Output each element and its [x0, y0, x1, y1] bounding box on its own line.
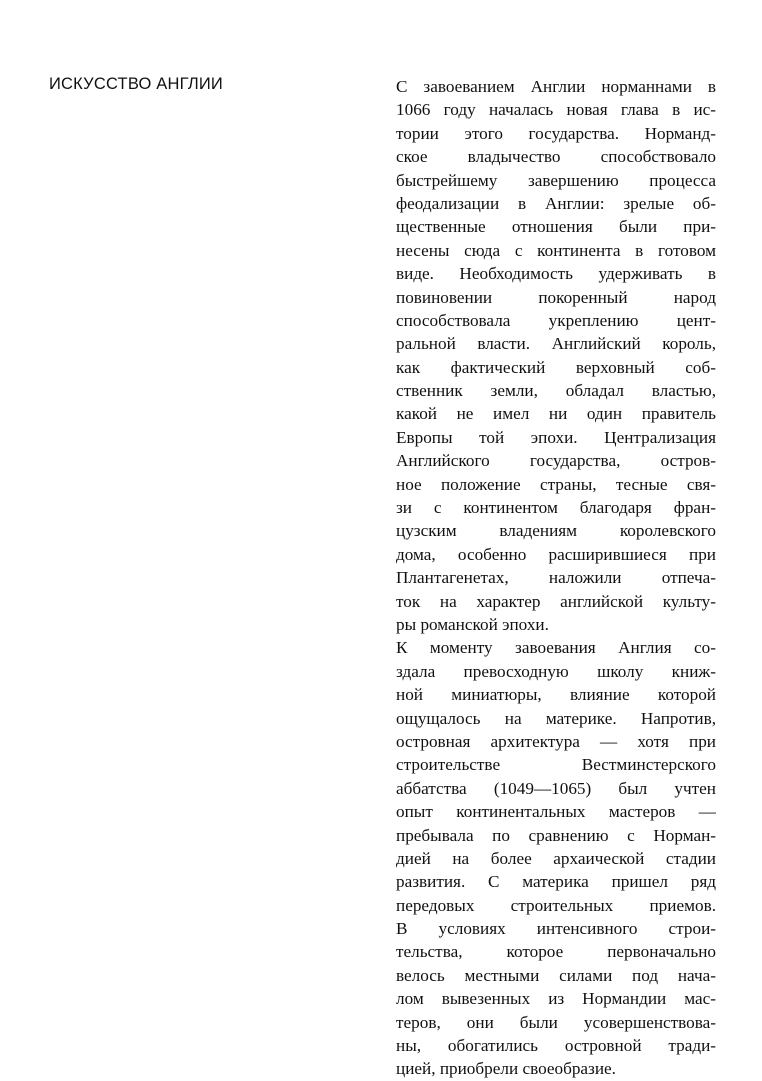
paragraph-1: [396, 75, 716, 636]
text-line: способствовала укреплению цент-: [396, 310, 716, 330]
section-title: ИСКУССТВО АНГЛИИ: [49, 75, 223, 93]
text-line: быстрейшему завершению процесса: [396, 170, 716, 190]
text-line: теров, они были усовершенствова-: [396, 1012, 716, 1032]
text-line: В условиях интенсивного строи-: [396, 919, 716, 939]
text-line: ны, обогатились островной тради-: [396, 1036, 716, 1056]
text-line: феодализации в Англии: зрелые об-: [396, 193, 716, 213]
text-line: зи с континентом благодаря фран-: [396, 498, 716, 518]
text-line: ственник земли, обладал властью,: [396, 381, 716, 401]
text-line: Европы той эпохи. Централизация: [396, 427, 716, 447]
text-line: щественные отношения были при-: [396, 217, 716, 237]
text-line: цией, приобрели своеобразие.: [396, 1059, 616, 1079]
text-line: ское владычество способствовало: [396, 147, 716, 167]
text-line: ной миниатюры, влияние которой: [396, 685, 716, 705]
text-line: какой не имел ни один правитель: [396, 404, 716, 424]
text-line: Плантагенетах, наложили отпеча-: [396, 568, 716, 588]
text-line: развития. С материка пришел ряд: [396, 872, 716, 892]
text-line: как фактический верховный соб-: [396, 357, 716, 377]
text-line: островная архитектура — хотя при: [396, 731, 716, 751]
text-line: ральной власти. Английский король,: [396, 334, 716, 354]
text-line: ное положение страны, тесные свя-: [396, 474, 716, 494]
text-line: цузским владениям королевского: [396, 521, 716, 541]
text-line: строительстве Вестминстерского: [396, 755, 716, 775]
text-line: 1066 году началась новая глава в ис-: [396, 100, 716, 120]
text-line: Английского государства, остров-: [396, 451, 716, 471]
text-line: ощущалось на материке. Напротив,: [396, 708, 716, 728]
text-line: пребывала по сравнению с Норман-: [396, 825, 716, 845]
text-line: тельства, которое первоначально: [396, 942, 716, 962]
text-line: С завоеванием Англии норманнами в: [396, 77, 716, 96]
text-line: велось местными силами под нача-: [396, 965, 716, 985]
text-line: несены сюда с континента в готовом: [396, 240, 716, 260]
text-line: аббатства (1049—1065) был учтен: [396, 778, 716, 798]
text-line: ток на характер английской культу-: [396, 591, 716, 611]
text-line: тории этого государства. Норманд-: [396, 123, 716, 143]
text-line: лом вывезенных из Нормандии мас-: [396, 989, 716, 1009]
text-line: К моменту завоевания Англия со-: [396, 638, 716, 658]
text-line: повиновении покоренный народ: [396, 287, 716, 307]
text-line: дома, особенно расширившиеся при: [396, 544, 716, 564]
text-line: здала превосходную школу книж-: [396, 661, 716, 681]
paragraph-2: [396, 636, 716, 1080]
text-line: виде. Необходимость удерживать в: [396, 264, 716, 284]
text-line: передовых строительных приемов.: [396, 895, 716, 915]
text-line: ры романской эпохи.: [396, 614, 549, 634]
body-text-column: [396, 75, 716, 1081]
text-line: дией на более архаической стадии: [396, 848, 716, 868]
text-line: опыт континентальных мастеров —: [396, 802, 716, 822]
